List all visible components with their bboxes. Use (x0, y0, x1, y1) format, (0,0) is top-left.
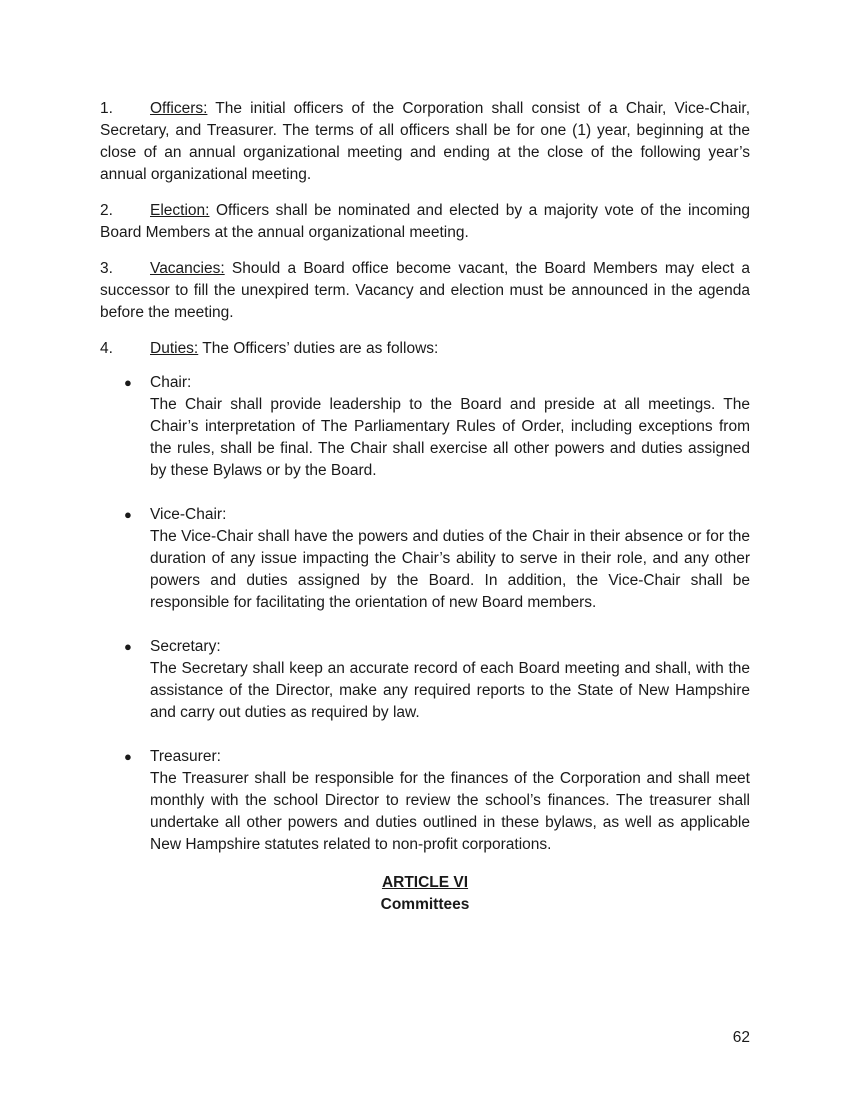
duty-item-vice-chair (100, 504, 750, 614)
duty-item-chair (100, 372, 750, 482)
bullet-icon: ● (124, 375, 132, 390)
duty-text: The Chair shall provide leadership to the Board and preside at all meetings. The Chair’s interpretation of The Parliamentary Rules of Order, including exceptions from the rules, shall be final. The Chair shall exercise all other powers and duties assigned by these Bylaws or by the Board. (150, 396, 750, 479)
section-heading: Vacancies: (150, 260, 225, 277)
duty-item-treasurer (100, 746, 750, 856)
section-number: 2. (100, 202, 113, 219)
section-election (100, 200, 750, 244)
duty-text: The Vice-Chair shall have the powers and duties of the Chair in their absence or for the duration of any issue impacting the Chair’s ability to serve in their role, and any other powers and duties assigned by the Board. In addition, the Vice-Chair shall be responsible for facilitating the orientation of new Board members. (150, 528, 750, 611)
article-title: ARTICLE VI (381, 874, 469, 891)
section-text: Should a Board office become vacant, the Board Members may elect a successor to fill the unexpired term. Vacancy and election must be announced in the agenda before the meeting. (100, 260, 750, 321)
section-heading: Election: (150, 202, 210, 219)
section-duties (100, 338, 750, 360)
article-subtitle: Committees (380, 896, 470, 913)
section-heading: Duties: (150, 340, 199, 357)
article-heading (100, 872, 750, 916)
bullet-icon: ● (124, 749, 132, 764)
section-number: 1. (100, 100, 113, 117)
duty-title: Secretary: (150, 638, 221, 655)
duties-list (100, 372, 750, 856)
section-text: The initial officers of the Corporation shall consist of a Chair, Vice-Chair, Secretary, and Treasurer. The terms of all officers shall be for one (1) year, beginning at the close of an annual organizational meeting and ending at the close of the following year’s annual organizational meeting. (100, 100, 750, 183)
section-heading: Officers: (150, 100, 208, 117)
duty-title: Chair: (150, 374, 192, 391)
section-officers (100, 98, 750, 186)
section-text: Officers shall be nominated and elected by a majority vote of the incoming Board Members at the annual organizational meeting. (100, 202, 750, 241)
section-text: The Officers’ duties are as follows: (198, 340, 439, 357)
section-number: 4. (100, 340, 113, 357)
duty-text: The Treasurer shall be responsible for the finances of the Corporation and shall meet monthly with the school Director to review the school’s finances. The treasurer shall undertake all other powers and duties outlined in these bylaws, as well as applicable New Hampshire statutes related to non-profit corporations. (150, 770, 750, 853)
document-page (100, 98, 750, 916)
bullet-icon: ● (124, 507, 132, 522)
section-vacancies (100, 258, 750, 324)
page-number: 62 (732, 1029, 750, 1046)
duty-title: Treasurer: (150, 748, 221, 765)
duty-item-secretary (100, 636, 750, 724)
duty-text: The Secretary shall keep an accurate record of each Board meeting and shall, with the assistance of the Director, make any required reports to the State of New Hampshire and carry out duties as required by law. (150, 660, 750, 721)
section-number: 3. (100, 260, 113, 277)
duty-title: Vice-Chair: (150, 506, 227, 523)
bullet-icon: ● (124, 639, 132, 654)
